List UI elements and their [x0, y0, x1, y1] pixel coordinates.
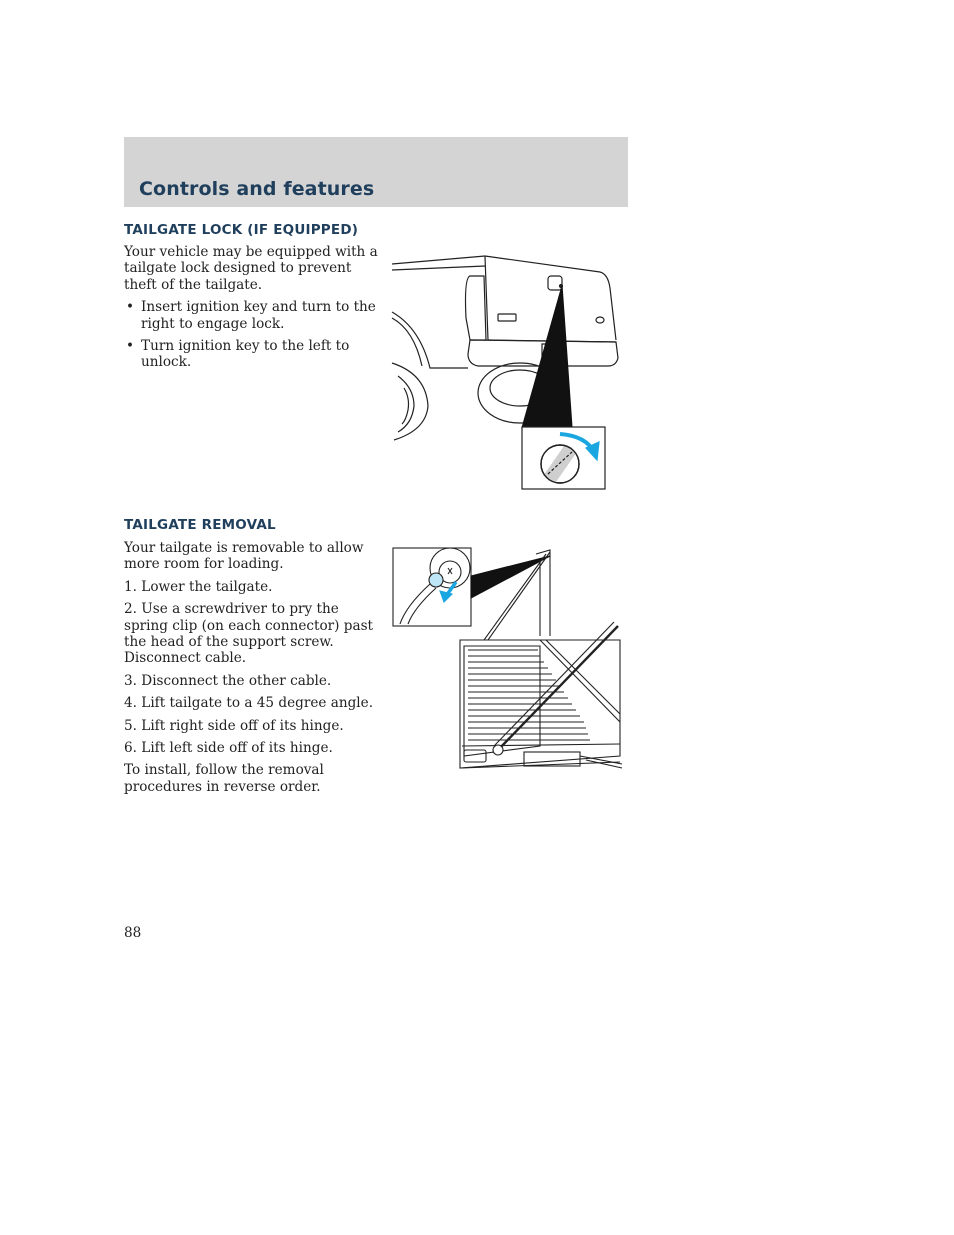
- tailgate-removal-text: [124, 540, 382, 801]
- bullet-text: Insert ignition key and turn to the right to engage lock.: [141, 299, 376, 332]
- bullet-dot: •: [126, 338, 135, 355]
- list-item: [124, 299, 382, 332]
- removal-step-5: 5. Lift right side off of its hinge.: [124, 717, 344, 734]
- bullet-dot: •: [126, 299, 135, 316]
- tailgate-lock-text: [124, 244, 382, 377]
- removal-step-6: 6. Lift left side off of its hinge.: [124, 740, 333, 757]
- section-heading-tailgate-lock: TAILGATE LOCK (IF EQUIPPED): [124, 222, 359, 238]
- bullet-text: Turn ignition key to the left to unlock.: [141, 338, 350, 371]
- header-band: [124, 137, 628, 207]
- tailgate-lock-illustration: [390, 248, 622, 492]
- removal-step-1: 1. Lower the tailgate.: [124, 578, 273, 595]
- section-heading-tailgate-removal: TAILGATE REMOVAL: [124, 517, 276, 533]
- removal-step-2: 2. Use a screwdriver to pry the spring clip (on each connector) past the head of the support screw. Disconnect cable.: [124, 601, 374, 667]
- removal-step-3: 3. Disconnect the other cable.: [124, 672, 332, 689]
- tailgate-lock-intro: Your vehicle may be equipped with a tailgate lock designed to prevent theft of the tailgate.: [124, 244, 378, 293]
- tailgate-removal-illustration: [390, 546, 628, 776]
- removal-intro: Your tailgate is removable to allow more room for loading.: [124, 540, 364, 573]
- page-title: Controls and features: [139, 178, 375, 200]
- removal-step-4: 4. Lift tailgate to a 45 degree angle.: [124, 695, 374, 712]
- page-number: 88: [124, 925, 142, 941]
- list-item: [124, 338, 382, 371]
- removal-install-note: To install, follow the removal procedures in reverse order.: [124, 762, 324, 795]
